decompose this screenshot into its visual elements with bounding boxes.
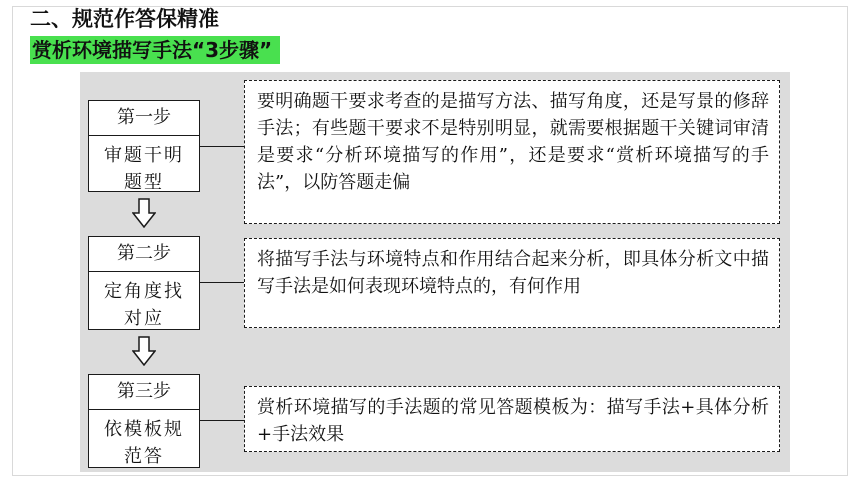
step-note-1 [244,80,780,224]
step-box-3 [88,374,200,468]
step-description: 审题干明题型 [104,145,184,193]
steps-panel [80,72,790,472]
step-connector [200,420,244,421]
down-arrow-icon [132,336,156,366]
step-title: 第二步 [89,237,199,272]
down-arrow-icon [132,198,156,228]
step-title: 第一步 [89,101,199,136]
section-subheading: 赏析环境描写手法“3步骤” [30,36,280,64]
section-heading: 二、规范作答保精准 [30,7,219,31]
step-box-1 [88,100,200,192]
step-note-text: 赏析环境描写的手法题的常见答题模板为：描写手法+具体分析+手法效果 [257,397,769,445]
step-description: 依模板规范答 [104,419,184,467]
step-connector [200,282,244,283]
step-box-2 [88,236,200,330]
step-title: 第三步 [89,375,199,410]
step-note-3 [244,386,780,452]
step-connector [200,146,244,147]
step-note-2 [244,238,780,328]
step-note-text: 将描写手法与环境特点和作用结合起来分析，即具体分析文中描写手法是如何表现环境特点的，有何作用 [257,249,769,297]
step-note-text: 要明确题干要求考查的是描写方法、描写角度，还是写景的修辞手法；有些题干要求不是特别明显，就需要根据题干关键词审清是要求“分析环境描写的作用”，还是要求“赏析环境描写的手法”，以防答题走偏 [257,91,769,193]
step-description: 定角度找对应 [104,281,184,329]
